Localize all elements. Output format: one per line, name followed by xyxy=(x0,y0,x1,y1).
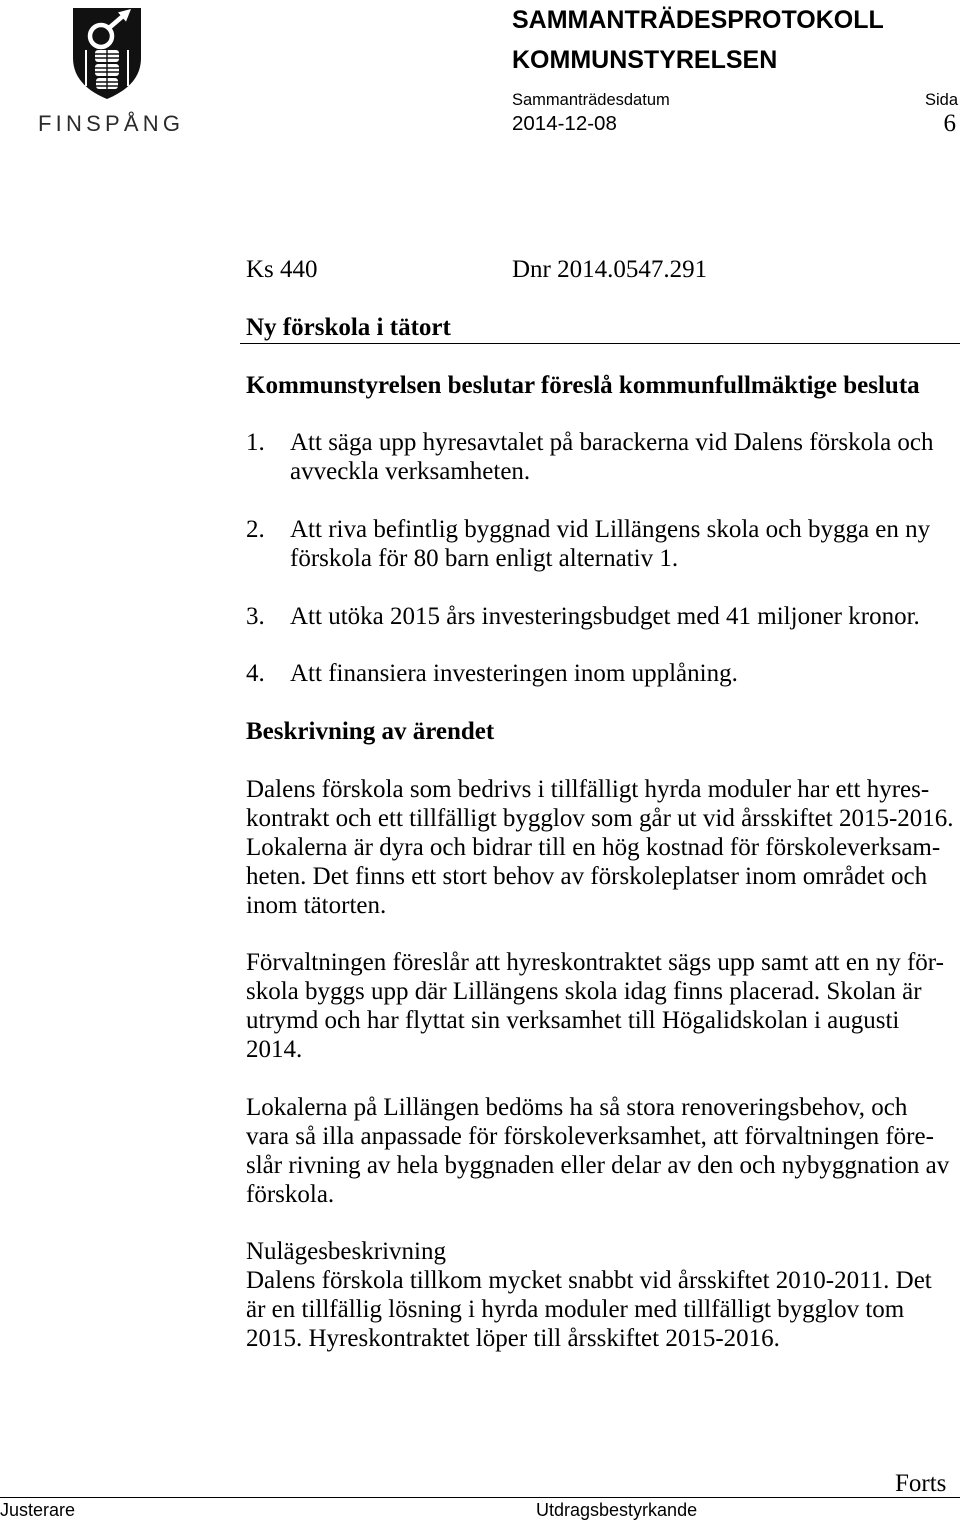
text-line: slår rivning av hela byggnaden eller delar av den och nybyggnation av xyxy=(246,1151,950,1179)
text-line: förskola för 80 barn enligt alternativ 1. xyxy=(290,544,679,572)
description-paragraph xyxy=(246,776,960,920)
decision-item-text xyxy=(290,429,934,487)
committee-name: KOMMUNSTYRELSEN xyxy=(512,46,778,74)
description-paragraph xyxy=(246,1094,960,1210)
text-line: inom tätorten. xyxy=(246,891,387,919)
text-line: förskola. xyxy=(246,1180,335,1208)
text-line: Dalens förskola som bedrivs i tillfälligt hyrda moduler har ett hyres- xyxy=(246,776,930,804)
text-line: heten. Det finns ett stort behov av förskoleplatser inom området och xyxy=(246,862,928,890)
text-line: kontrakt och ett tillfälligt bygglov som går ut vid årsskiftet 2015-2016. xyxy=(246,804,954,832)
decision-item-number: 3. xyxy=(246,602,265,630)
case-reference-row xyxy=(246,256,960,285)
decision-item xyxy=(246,516,960,574)
case-title: Ny förskola i tätort xyxy=(246,313,451,341)
text-line: avveckla verksamheten. xyxy=(290,458,531,486)
decision-item-text xyxy=(290,516,930,574)
decision-intro: Kommunstyrelsen beslutar föreslå kommunfullmäktige besluta xyxy=(246,371,920,399)
decision-item-number: 4. xyxy=(246,660,265,688)
text-line: Dalens förskola tillkom mycket snabbt vid årsskiftet 2010-2011. Det xyxy=(246,1267,932,1295)
logo-wordmark: FINSPÅNG xyxy=(38,111,180,136)
decision-item-text xyxy=(290,603,920,632)
decision-item-number: 1. xyxy=(246,429,265,457)
page-number: 6 xyxy=(943,110,956,137)
meeting-date-label: Sammanträdesdatum xyxy=(512,91,670,109)
finspang-coat-of-arms-icon xyxy=(73,8,141,99)
text-line: Lokalerna på Lillängen bedöms ha så stora renoveringsbehov, och xyxy=(246,1093,908,1121)
text-line: Att säga upp hyresavtalet på barackerna vid Dalens förskola och xyxy=(290,429,934,457)
text-line: 2014. xyxy=(246,1036,303,1064)
decision-item xyxy=(246,429,960,487)
municipality-logo xyxy=(0,0,200,140)
document-type: SAMMANTRÄDESPROTOKOLL xyxy=(512,6,884,34)
continued-marker: Forts xyxy=(895,1470,947,1497)
meeting-date: 2014-12-08 xyxy=(512,112,617,135)
certification-label: Utdragsbestyrkande xyxy=(536,1500,698,1520)
text-line: Att finansiera investeringen inom upplåning. xyxy=(290,660,738,688)
registry-number: Dnr 2014.0547.291 xyxy=(512,256,708,283)
decision-item xyxy=(246,660,960,689)
text-line: utrymd och har flyttat sin verksamhet till Högalidskolan i augusti xyxy=(246,1007,900,1035)
current-status-heading: Nulägesbeskrivning xyxy=(246,1238,446,1266)
decision-item-text xyxy=(290,660,738,689)
decision-item-number: 2. xyxy=(246,516,265,544)
description-heading: Beskrivning av ärendet xyxy=(246,718,495,746)
signer-label: Justerare xyxy=(0,1500,76,1520)
document-body xyxy=(246,256,960,1354)
current-status-paragraph xyxy=(246,1267,960,1354)
text-line: är en tillfällig lösning i hyrda moduler med tillfälligt bygglov tom xyxy=(246,1296,905,1324)
page-label: Sida xyxy=(924,91,958,109)
text-line: 2015. Hyreskontraktet löper till årsskiftet 2015-2016. xyxy=(246,1324,780,1352)
text-line: Att utöka 2015 års investeringsbudget med 41 miljoner kronor. xyxy=(290,602,920,630)
decision-item xyxy=(246,603,960,632)
text-line: Att riva befintlig byggnad vid Lillängens skola och bygga en ny xyxy=(290,516,931,544)
text-line: vara så illa anpassade för förskoleverksamhet, att förvaltningen före- xyxy=(246,1122,934,1150)
footer-divider xyxy=(0,1497,960,1498)
text-line: Lokalerna är dyra och bidrar till en hög kostnad för förskoleverksam- xyxy=(246,833,941,861)
case-number: Ks 440 xyxy=(246,256,318,283)
text-line: Förvaltningen föreslår att hyreskontraktet sägs upp samt att en ny för- xyxy=(246,949,944,977)
description-paragraph xyxy=(246,949,960,1065)
text-line: skola byggs upp där Lillängens skola idag finns placerad. Skolan är xyxy=(246,978,922,1006)
